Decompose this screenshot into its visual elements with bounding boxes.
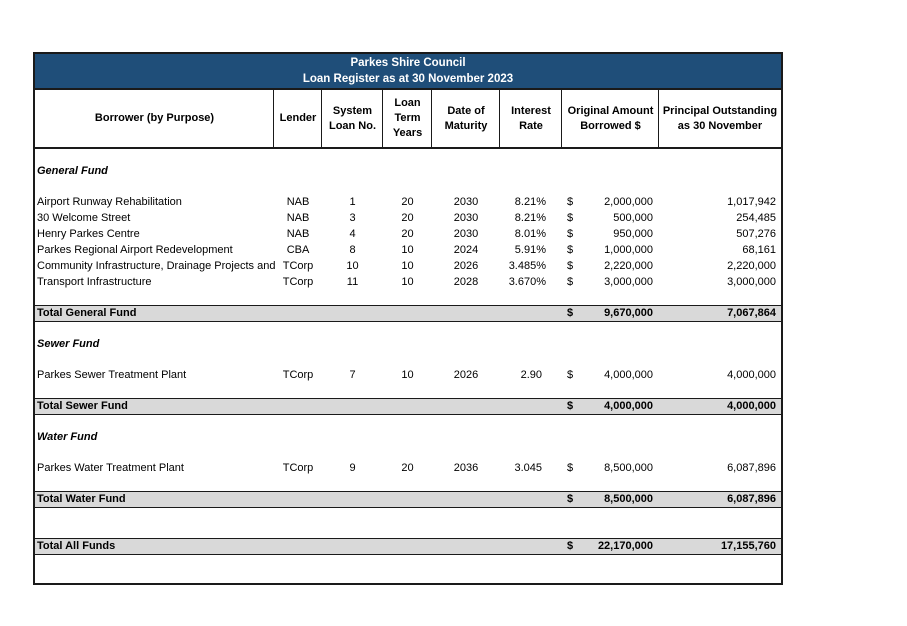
general-outstanding: 254,485 [736,212,776,224]
currency-symbol: $ [567,400,574,412]
total-general-original: 9,670,000 [604,307,653,319]
general-rate: 8.21% [514,196,546,208]
header-maturity: Date of Maturity [432,88,500,149]
header-divider [499,88,500,149]
water-outstanding: 6,087,896 [727,462,776,474]
currency-symbol: $ [567,212,574,224]
sewer-rate: 2.90 [520,369,542,381]
header-lender: Lender [274,88,322,149]
sewer-term: 10 [401,369,414,381]
currency-symbol: $ [567,493,574,505]
header-divider [273,88,274,149]
general-rate: 3.670% [508,276,546,288]
general-rate: 5.91% [514,244,546,256]
general-maturity: 2030 [453,212,479,224]
general-original: 2,220,000 [604,260,653,272]
section-heading-sewer: Sewer Fund [37,338,100,350]
header-principal-outstanding: Principal Outstanding as 30 November [659,88,781,149]
council-name: Parkes Shire Council [350,57,466,69]
general-term: 20 [401,228,414,240]
general-borrower: 30 Welcome Street [37,212,131,224]
header-system-loan-no: System Loan No. [322,88,383,149]
general-borrower: Airport Runway Rehabilitation [37,196,182,208]
general-outstanding: 1,017,942 [727,196,776,208]
general-loan-no: 4 [349,228,356,240]
header-borrower: Borrower (by Purpose) [35,88,274,149]
header-divider [658,88,659,149]
header-divider [431,88,432,149]
general-maturity: 2026 [453,260,479,272]
sewer-maturity: 2026 [453,369,479,381]
total-general-label: Total General Fund [37,307,137,319]
total-water-outstanding: 6,087,896 [727,493,776,505]
header-loan-term: Loan Term Years [383,88,432,149]
general-term: 10 [401,244,414,256]
total-sewer-outstanding: 4,000,000 [727,400,776,412]
currency-symbol: $ [567,462,574,474]
sewer-lender: TCorp [282,369,314,381]
general-lender: TCorp [282,260,314,272]
header-interest-rate: Interest Rate [500,88,562,149]
general-outstanding: 507,276 [736,228,776,240]
general-term: 20 [401,196,414,208]
water-term: 20 [401,462,414,474]
general-outstanding: 68,161 [742,244,776,256]
general-original: 500,000 [613,212,653,224]
general-borrower: Parkes Regional Airport Redevelopment [37,244,233,256]
total-all-original: 22,170,000 [597,540,653,552]
currency-symbol: $ [567,260,574,272]
register-title: Loan Register as at 30 November 2023 [302,73,514,85]
section-heading-water: Water Fund [37,431,98,443]
general-lender: NAB [286,212,310,224]
water-lender: TCorp [282,462,314,474]
general-original: 1,000,000 [604,244,653,256]
general-term: 20 [401,212,414,224]
sewer-loan-no: 7 [349,369,356,381]
section-heading-general: General Fund [37,165,108,177]
total-water-original: 8,500,000 [604,493,653,505]
general-original: 3,000,000 [604,276,653,288]
general-outstanding: 2,220,000 [727,260,776,272]
general-maturity: 2030 [453,196,479,208]
general-lender: TCorp [282,276,314,288]
sewer-outstanding: 4,000,000 [727,369,776,381]
water-original: 8,500,000 [604,462,653,474]
header-divider [561,88,562,149]
water-rate: 3.045 [514,462,542,474]
currency-symbol: $ [567,276,574,288]
water-maturity: 2036 [453,462,479,474]
general-borrower: Community Infrastructure, Drainage Projects and [37,260,276,272]
general-lender: NAB [286,228,310,240]
general-loan-no: 8 [349,244,356,256]
general-outstanding: 3,000,000 [727,276,776,288]
header-divider [321,88,322,149]
currency-symbol: $ [567,540,574,552]
general-borrower: Transport Infrastructure [37,276,152,288]
general-original: 950,000 [613,228,653,240]
loan-register-table [33,52,783,585]
header-original-amount: Original Amount Borrowed $ [562,88,659,149]
currency-symbol: $ [567,244,574,256]
general-lender: NAB [286,196,310,208]
general-maturity: 2028 [453,276,479,288]
currency-symbol: $ [567,196,574,208]
total-general-outstanding: 7,067,864 [727,307,776,319]
general-lender: CBA [286,244,310,256]
total-all-label: Total All Funds [37,540,116,552]
sewer-borrower: Parkes Sewer Treatment Plant [37,369,187,381]
header-divider [382,88,383,149]
currency-symbol: $ [567,228,574,240]
water-loan-no: 9 [349,462,356,474]
general-maturity: 2024 [453,244,479,256]
general-borrower: Henry Parkes Centre [37,228,140,240]
general-loan-no: 1 [349,196,356,208]
total-sewer-original: 4,000,000 [604,400,653,412]
general-loan-no: 3 [349,212,356,224]
general-rate: 8.01% [514,228,546,240]
general-original: 2,000,000 [604,196,653,208]
total-all-outstanding: 17,155,760 [720,540,776,552]
currency-symbol: $ [567,369,574,381]
general-term: 10 [401,276,414,288]
total-water-label: Total Water Fund [37,493,126,505]
table-title-banner [35,54,781,88]
currency-symbol: $ [567,307,574,319]
sewer-original: 4,000,000 [604,369,653,381]
general-loan-no: 10 [346,260,359,272]
general-maturity: 2030 [453,228,479,240]
water-borrower: Parkes Water Treatment Plant [37,462,184,474]
total-sewer-label: Total Sewer Fund [37,400,128,412]
general-rate: 8.21% [514,212,546,224]
general-loan-no: 11 [346,276,359,288]
general-term: 10 [401,260,414,272]
general-rate: 3.485% [508,260,546,272]
